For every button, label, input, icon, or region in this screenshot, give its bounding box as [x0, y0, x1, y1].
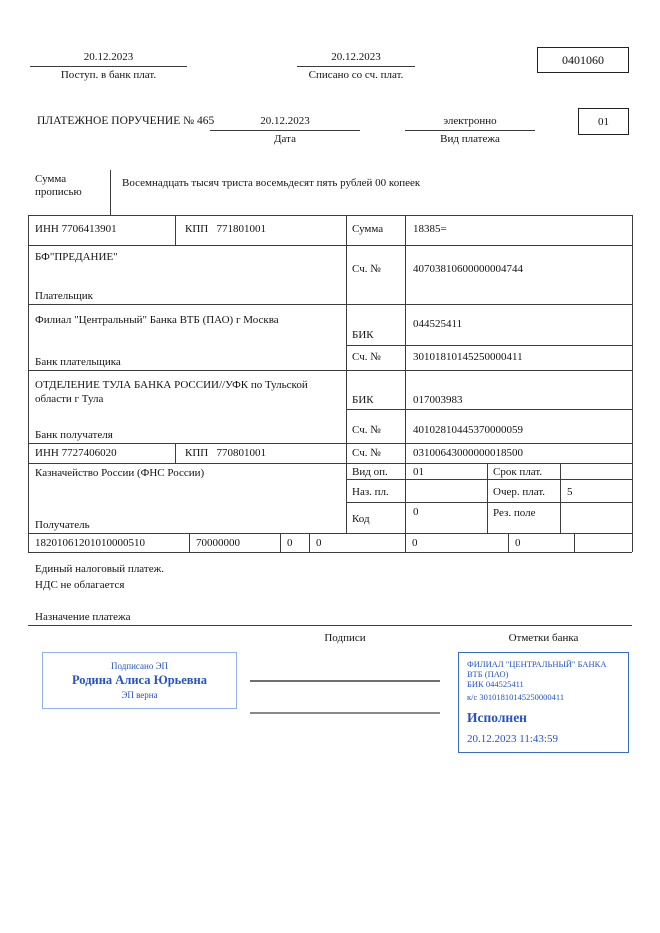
- table-line: [175, 443, 176, 463]
- signer-name: Родина Алиса Юрьевна: [71, 673, 208, 687]
- payee-bank-account: 40102810445370000059: [413, 424, 523, 436]
- debited-date: 20.12.2023: [331, 51, 381, 63]
- signature-stamp: [42, 652, 237, 709]
- bank-stamp: [458, 652, 629, 753]
- table-line: [28, 245, 632, 246]
- rez-pole-label: Рез. поле: [493, 507, 536, 519]
- doc-date-underline: [210, 130, 360, 131]
- payer-inn-label: ИНН: [35, 223, 59, 235]
- payment-kind-label: Вид платежа: [440, 133, 500, 145]
- doc-title: ПЛАТЕЖНОЕ ПОРУЧЕНИЕ № 465: [37, 115, 215, 127]
- kod-label: Код: [352, 513, 370, 525]
- signature-line-1: [250, 680, 440, 682]
- kod-value: 0: [413, 506, 419, 518]
- debited-label: Списано со сч. плат.: [308, 69, 404, 81]
- table-line: [189, 533, 190, 552]
- table-line: [346, 215, 347, 533]
- signatures-label: Подписи: [324, 632, 366, 644]
- signature-stamp-line3: ЭП верна: [121, 690, 158, 700]
- vid-op-label: Вид оп.: [352, 466, 388, 478]
- payer-bank-section-label: Банк плательщика: [35, 356, 121, 368]
- payment-kind-underline: [405, 130, 535, 131]
- payer-bank-bik-label: БИК: [352, 329, 374, 341]
- table-line: [28, 215, 29, 552]
- table-line: [28, 552, 632, 553]
- kbk-value: 18201061201010000510: [35, 537, 145, 549]
- oktmo-value: 70000000: [196, 537, 240, 549]
- payment-kind: электронно: [443, 115, 497, 127]
- amount-in-words: Восемнадцать тысяч триста восемьдесят пять рублей 00 копеек: [122, 177, 421, 189]
- table-line: [487, 463, 488, 533]
- bank-stamp-line1: ФИЛИАЛ "ЦЕНТРАЛЬНЫЙ" БАНКА: [467, 659, 607, 669]
- table-line: [346, 502, 632, 503]
- table-line: [560, 463, 561, 533]
- payer-bank-bik: 044525411: [413, 318, 463, 330]
- payee-kpp-label: КПП: [185, 447, 209, 459]
- received-date: 20.12.2023: [83, 51, 134, 63]
- period-value: 0: [316, 537, 322, 549]
- payee-bank-section-label: Банк получателя: [35, 429, 113, 441]
- payer-account-label: Сч. №: [352, 263, 381, 275]
- payer-bank-name: Филиал "Центральный" Банка ВТБ (ПАО) г Москва: [35, 314, 279, 326]
- ocher-plat-value: 5: [567, 486, 573, 498]
- payer-kpp-label: КПП: [185, 223, 209, 235]
- bank-stamp-datetime: 20.12.2023 11:43:59: [467, 733, 558, 745]
- signature-stamp-line1: Подписано ЭП: [110, 661, 169, 671]
- table-line: [405, 215, 406, 552]
- sum-value: 18385=: [413, 223, 447, 235]
- payee-inn: [35, 447, 117, 460]
- payee-kpp: [185, 447, 266, 460]
- purpose-underline: [28, 625, 632, 626]
- form-code: 0401060: [562, 52, 604, 67]
- purpose-line2: НДС не облагается: [35, 579, 125, 591]
- payee-bank-account-label: Сч. №: [352, 424, 381, 436]
- payee-inn-value: 7727406020: [61, 447, 117, 459]
- payee-account-label: Сч. №: [352, 447, 381, 459]
- received-underline: [30, 66, 187, 67]
- table-line: [346, 409, 632, 410]
- doc-date-label: Дата: [274, 133, 296, 145]
- payee-account: 03100643000000018500: [413, 447, 523, 459]
- table-line: [28, 304, 632, 305]
- payee-section-label: Получатель: [35, 519, 90, 531]
- payer-name: БФ"ПРЕДАНИЕ": [35, 251, 118, 263]
- table-line: [508, 533, 509, 552]
- table-line: [574, 533, 575, 552]
- payer-bank-account-label: Сч. №: [352, 351, 381, 363]
- table-line: [28, 370, 632, 371]
- bank-marks-label: Отметки банка: [508, 632, 579, 644]
- table-line: [28, 533, 632, 534]
- amount-divider-line: [110, 170, 111, 215]
- table-line: [280, 533, 281, 552]
- bank-stamp-line4: к/с 30101810145250000411: [467, 692, 565, 702]
- srok-plat-label: Срок плат.: [493, 466, 543, 478]
- purpose-section-label: Назначение платежа: [35, 611, 131, 623]
- sum-label: Сумма: [352, 223, 384, 235]
- table-line: [175, 215, 176, 245]
- payee-bank-bik-label: БИК: [352, 394, 374, 406]
- basis-value: 0: [287, 537, 293, 549]
- vid-op-value: 01: [413, 466, 424, 478]
- purpose-line1: Единый налоговый платеж.: [35, 563, 164, 575]
- table-line: [346, 479, 632, 480]
- table-line: [28, 215, 632, 216]
- received-label: Поступ. в банк плат.: [60, 69, 157, 81]
- payee-inn-label: ИНН: [35, 447, 59, 459]
- payee-name: Казначейство России (ФНС России): [35, 467, 205, 479]
- doc-date-value: 0: [515, 537, 521, 549]
- payee-bank-name: ОТДЕЛЕНИЕ ТУЛА БАНКА РОССИИ//УФК по Тульской области г Тула: [35, 379, 308, 405]
- payer-kpp: [185, 223, 266, 236]
- bank-stamp-line2: ВТБ (ПАО): [467, 669, 509, 679]
- bank-stamp-status: Исполнен: [467, 710, 527, 725]
- table-line: [309, 533, 310, 552]
- payer-inn: [35, 223, 117, 236]
- signature-line-2: [250, 712, 440, 714]
- table-line: [28, 463, 632, 464]
- table-line: [28, 443, 632, 444]
- payer-bank-account: 30101810145250000411: [413, 351, 523, 363]
- payer-inn-value: 7706413901: [61, 223, 117, 235]
- status-code: 01: [598, 115, 609, 128]
- payee-kpp-value: 770801001: [216, 447, 266, 459]
- ocher-plat-label: Очер. плат.: [493, 486, 546, 498]
- doc-date: 20.12.2023: [260, 115, 310, 127]
- payee-bank-bik: 017003983: [413, 394, 463, 406]
- doc-num-value: 0: [412, 537, 418, 549]
- table-line: [346, 345, 632, 346]
- naz-pl-label: Наз. пл.: [352, 486, 389, 498]
- amount-in-words-label: Сумма прописью: [35, 173, 82, 198]
- payer-account: 40703810600000004744: [413, 263, 523, 275]
- status-code-box: [578, 108, 629, 135]
- debited-underline: [297, 66, 415, 67]
- payer-kpp-value: 771801001: [216, 223, 266, 235]
- payer-section-label: Плательщик: [35, 290, 93, 302]
- bank-stamp-line3: БИК 044525411: [467, 679, 524, 689]
- table-line: [632, 215, 633, 552]
- form-code-box: [537, 47, 629, 73]
